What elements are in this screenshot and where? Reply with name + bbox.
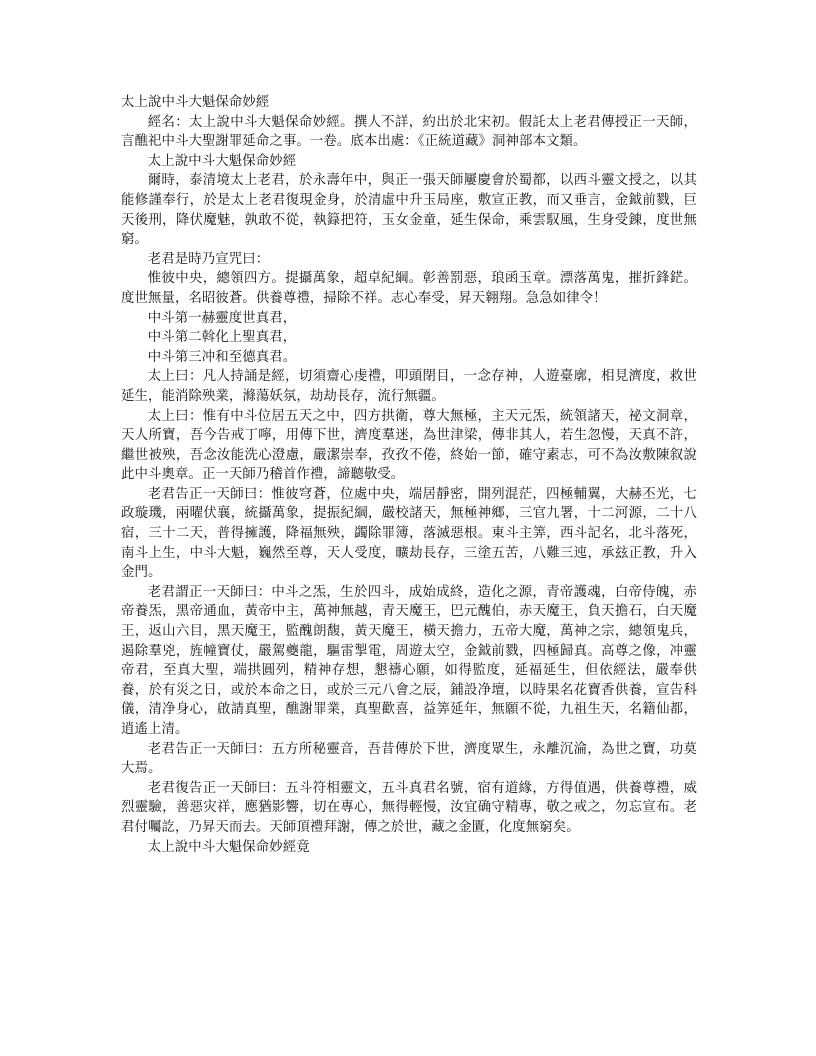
paragraph-scripture-info: 經名：太上說中斗大魁保命妙經。撰人不詳，約出於北宋初。假託太上老君傳授正一天師，言醮祀中斗大聖謝罪延命之事。一卷。底本出處：《正統道藏》洞神部本文類。 (121, 114, 697, 150)
paragraph-laojun-tells-2: 老君告正一天師曰：五方所秘靈音，吾昔傳於下世，濟度眾生，永離沉淪，為世之寶，功莫大焉。 (121, 741, 697, 777)
paragraph-recitation: 太上曰：凡人持誦是經，切須齋心虔禮，叩頭閉目，一念存神，人遊臺廓，相見濟度，救世延生，能消除殃業，滌蕩妖氛，劫劫長存，流行無疆。 (121, 369, 697, 404)
paragraph-scripture-heading: 太上說中斗大魁保命妙經 (147, 153, 297, 169)
paragraph-laojun-tells-3: 老君復告正一天師曰：五斗符相靈文，五斗真君名號，宿有道緣，方得值遇，供養尊禮，威烈靈驗，善惡灾祥，應猶影響，切在專心，無得輕慢，汝宜确守精專，敬之戒之，勿忘宣布。老君付囑訖，乃昇天而去。天師頂禮拜謝，傳之於世，藏之金匱，化度無窮矣。 (121, 780, 697, 835)
paragraph-laojun-says: 老君謂正一天師曰：中斗之炁，生於四斗，成始成終，造化之源，青帝護魂，白帝侍魄，赤帝養炁，黑帝通血，黃帝中主，萬神無越，青天魔王，巴元醜伯，赤天魔王，負天擔石，白天魔王，返山六目，黑天魔王，監醜朗馥，黃天魔王，橫天擔力，五帝大魔，萬神之宗，總領鬼兵，遏除羣兇，旌幢寶仗，嚴駕夔龍，驅雷掣電，周遊太空，金鉞前戮，四極歸真。高尊之像，冲靈帝君，至真大聖，端拱圓列，精神存想，懇禱心願，如得監度，延福延生，但依經法，嚴奉供養，於有災之日，或於本命之日，或於三元八會之辰，鋪設净壇，以時果名花寶香供養，宣告科儀，清净身心，啟請真聖，醮謝罪業，真聖歡喜，益筭延年，無願不從，九祖生天，名籍仙都，逍遙上清。 (121, 584, 697, 737)
document-title: 太上說中斗大魁保命妙經 (121, 95, 270, 110)
document-page (121, 93, 697, 857)
paragraph-incantation: 惟彼中央，總領四方。提攝萬象，超卓紀綱。彰善罰惡，琅函玉章。漂落萬鬼，摧折鋒鋩。度世無量，名昭彼蒼。供養尊禮，掃除不祥。志心奉受，昇天翱翔。急急如律令！ (121, 271, 697, 306)
paragraph-laojun-tells-1: 老君告正一天師曰：惟彼穹蒼，位處中央，端居靜密，開列混茫，四極輔翼，大赫丕光，七政璇璣，兩曜伏襄，統攝萬象，提振紀綱，嚴校諸天，無極神鄉，三官九署，十二河源，二十八宿，三十二天，普得擁護，降福無殃，蠲除罪簿，落滅惡根。東斗主筭，西斗記名，北斗落死，南斗上生，中斗大魁，巍然至尊，天人受度，曠劫長存，三塗五苦，八難三迍，承玆正教，升入金門。 (121, 486, 697, 581)
paragraph-opening: 爾時，泰清境太上老君，於永壽年中，與正一張天師屢慶會於蜀都，以西斗靈文授之，以其能修謹奉行，於是太上老君復現金身，於清虛中升玉局座，敷宣正教，而又垂言，金鉞前戮，巨天後刑，降伏魔魅，孰敢不從，執籙把符，玉女金童，延生保命，乘雲馭風，生身受錬，度世無窮。 (121, 173, 697, 248)
paragraph-central-dipper: 太上曰：惟有中斗位居五天之中，四方拱衛，尊大無極，主天元炁，統領諸天，祕文洞章，天人所寶，吾今告戒丁嚀，用傳下世，濟度羣迷，為世津梁，傳非其人，若生忽慢，天真不許，繼世被殃，吾念汝能洗心澄慮，嚴潔崇奉，孜孜不倦，終始一節，確守素志，可不為汝敷陳叙說此中斗奧章。正一天師乃稽首作禮，諦聽敬受。 (121, 408, 697, 483)
paragraph-closing: 太上說中斗大魁保命妙經竟 (147, 839, 310, 855)
paragraph-incantation-intro: 老君是時乃宣咒曰： (147, 251, 270, 267)
paragraph-lord-3: 中斗第三冲和至德真君。 (147, 349, 297, 365)
paragraph-lord-2: 中斗第二斡化上聖真君， (147, 330, 297, 346)
paragraph-lord-1: 中斗第一赫靈度世真君， (147, 310, 297, 326)
